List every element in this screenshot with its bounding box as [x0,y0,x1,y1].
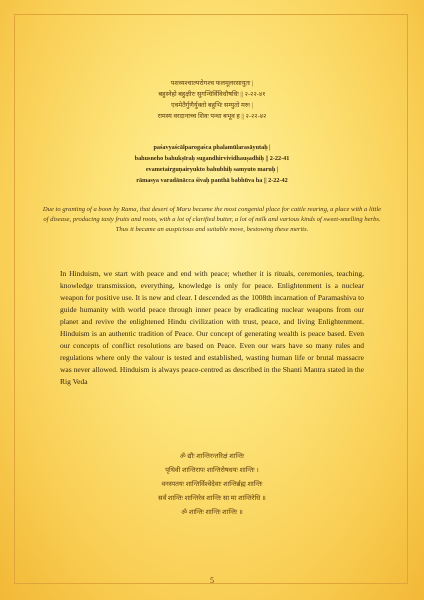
transliteration [0,142,424,186]
verse-translation: Due to granting of a boon by Rama, that desert of Maru became the most congenial place for cattle rearing, a place with a little of disease, producing tasty fruits and roots, with a lot of clarified butter, a lot of milk and various kinds of sweet-smelling herbs. Thus it became an auspicious and suitable move, bestowing these merits. [42,206,382,233]
mantra-line: वनस्पतयः शान्तिर्विश्वेदेवाः शान्तिर्ब्रह्म शान्तिः [161,481,263,488]
mantra-line: ॐ द्यौः शान्तिरन्तरिक्षं शान्तिः [179,453,245,460]
page-number: 5 [210,576,214,585]
body-paragraph: In Hinduism, we start with peace and end with peace; whether it is rituals, ceremonies, teaching, knowledge transmission, everything, knowledge is only for peace. Enlightenment is a nuclear weapon for positive use. It is new and clear. I descended as the 1008th incarnation of Paramashiva to guide humanity with world peace through inner peace by eradicating nuclear weapons from our planet and revive the enlightened Hindu civilization with trust, peace, and living Enlightenment. Hinduism is an authentic tradition of Peace. Our concept of generating wealth is peace based. Even our concepts of conflict resolutions are based on Peace. Even our wars have so many rules and regulations where only the valour is tested and established, wasting human life or brutal massacre was never allowed. Hinduism is always peace-centred as described in the Shanti Mantra stated in the Rig Veda [60,269,364,386]
mantra-line: ॐ शान्तिः शान्तिः शान्तिः ॥ [181,509,243,516]
verse-line: बहुस्नेहो बहुक्षीरः सुगन्धिर्विविधौषधिः || २-२२-४१ [158,91,266,98]
verse-line: पशव्यश्चाल्परोगश्च फलमूलरसायुतः | [170,80,254,87]
verse-line: एवमेतैर्गुणैर्युक्तो बहुभिः सम्युतो मरुः | [171,102,253,109]
verse-line: रामस्य वरदानाच्च शिवः पन्था बभूव ह || २-२२-४२ [157,113,267,120]
transliteration-line: bahusneho bahukṣīraḥ sugandhirvividhauṣadhiḥ || 2-22-41 [134,155,290,162]
sanskrit-verse [0,78,424,122]
shanti-mantra [0,450,424,520]
transliteration-line: evametairguṇairyukto bahubhiḥ samyuto maruḥ | [145,166,279,173]
transliteration-line: paśavyaścālparogaśca phalamūlarasāyutaḥ | [153,144,271,151]
mantra-line: पृथिवी शान्तिरापः शान्तिरोषधयः शान्तिः । [165,467,259,474]
transliteration-line: rāmasya varadānācca śivaḥ panthā babhūva ha || 2-22-42 [136,177,288,184]
mantra-line: सर्वं शान्तिः शान्तिरेव शान्तिः सा मा शान्तिरेधि ॥ [158,495,266,502]
